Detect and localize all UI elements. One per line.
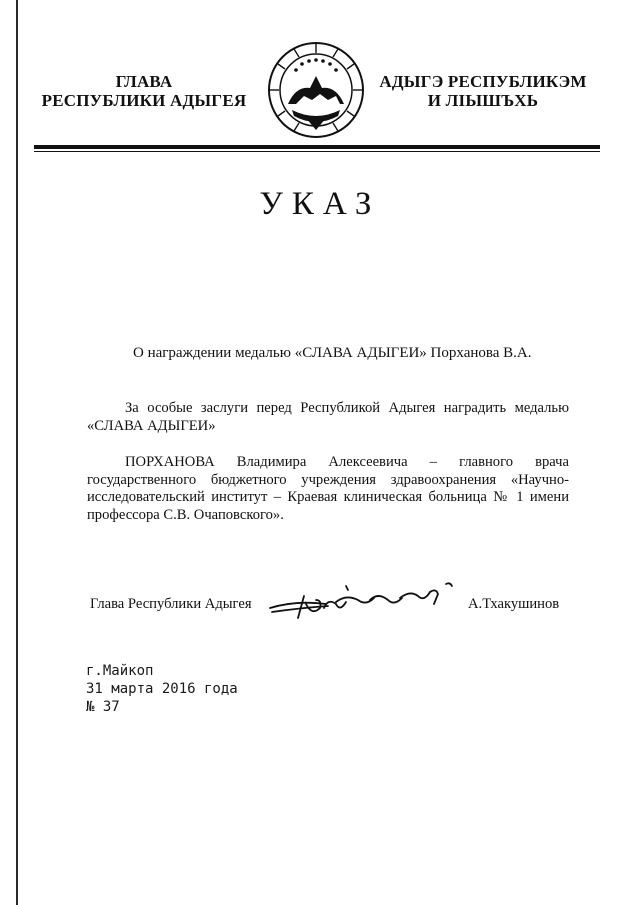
paragraph-2-line-4: профессора С.В. Очаповского». [87,506,284,523]
header-left-line1: ГЛАВА [115,72,173,91]
signatory-name: А.Тхакушинов [468,596,560,612]
decree-paragraph-1 [87,399,569,435]
decree-subject: О награждении медалью «СЛАВА АДЫГЕИ» Порханова В.А. [133,345,532,361]
paragraph-2-line-2: государственного бюджетного учреждения здравоохранения «Научно- [87,471,569,488]
place-of-issue: г.Майкоп [86,663,154,679]
header-right-line2: И ЛІЫШЪХЬ [427,91,539,110]
paragraph-2-line-3: исследовательский институт – Краевая клиническая больница № 1 имени [87,489,569,506]
header-left [30,72,258,110]
header-right-line1: АДЫГЭ РЕСПУБЛИКЭМ [379,72,587,91]
signatory-title: Глава Республики Адыгея [90,596,252,612]
header-divider-thin [34,151,600,152]
header-right [376,72,590,110]
paragraph-1-line-2: «СЛАВА АДЫГЕИ» [87,418,216,434]
document-title: УКАЗ [259,186,381,222]
decree-date: 31 марта 2016 года [86,681,238,697]
decree-number: № 37 [86,699,120,715]
handwritten-signature-icon [266,578,466,628]
header-left-line2: РЕСПУБЛИКИ АДЫГЕЯ [41,91,247,110]
coat-of-arms-adygea-icon [266,40,366,140]
decree-paragraph-2 [87,454,569,524]
paragraph-2-line-1: ПОРХАНОВА Владимира Алексеевича – главного врача [125,454,569,470]
header-divider-thick [34,145,600,149]
scan-edge-line [16,0,18,905]
paragraph-1-line-1: За особые заслуги перед Республикой Адыгея наградить медалью [125,400,569,416]
